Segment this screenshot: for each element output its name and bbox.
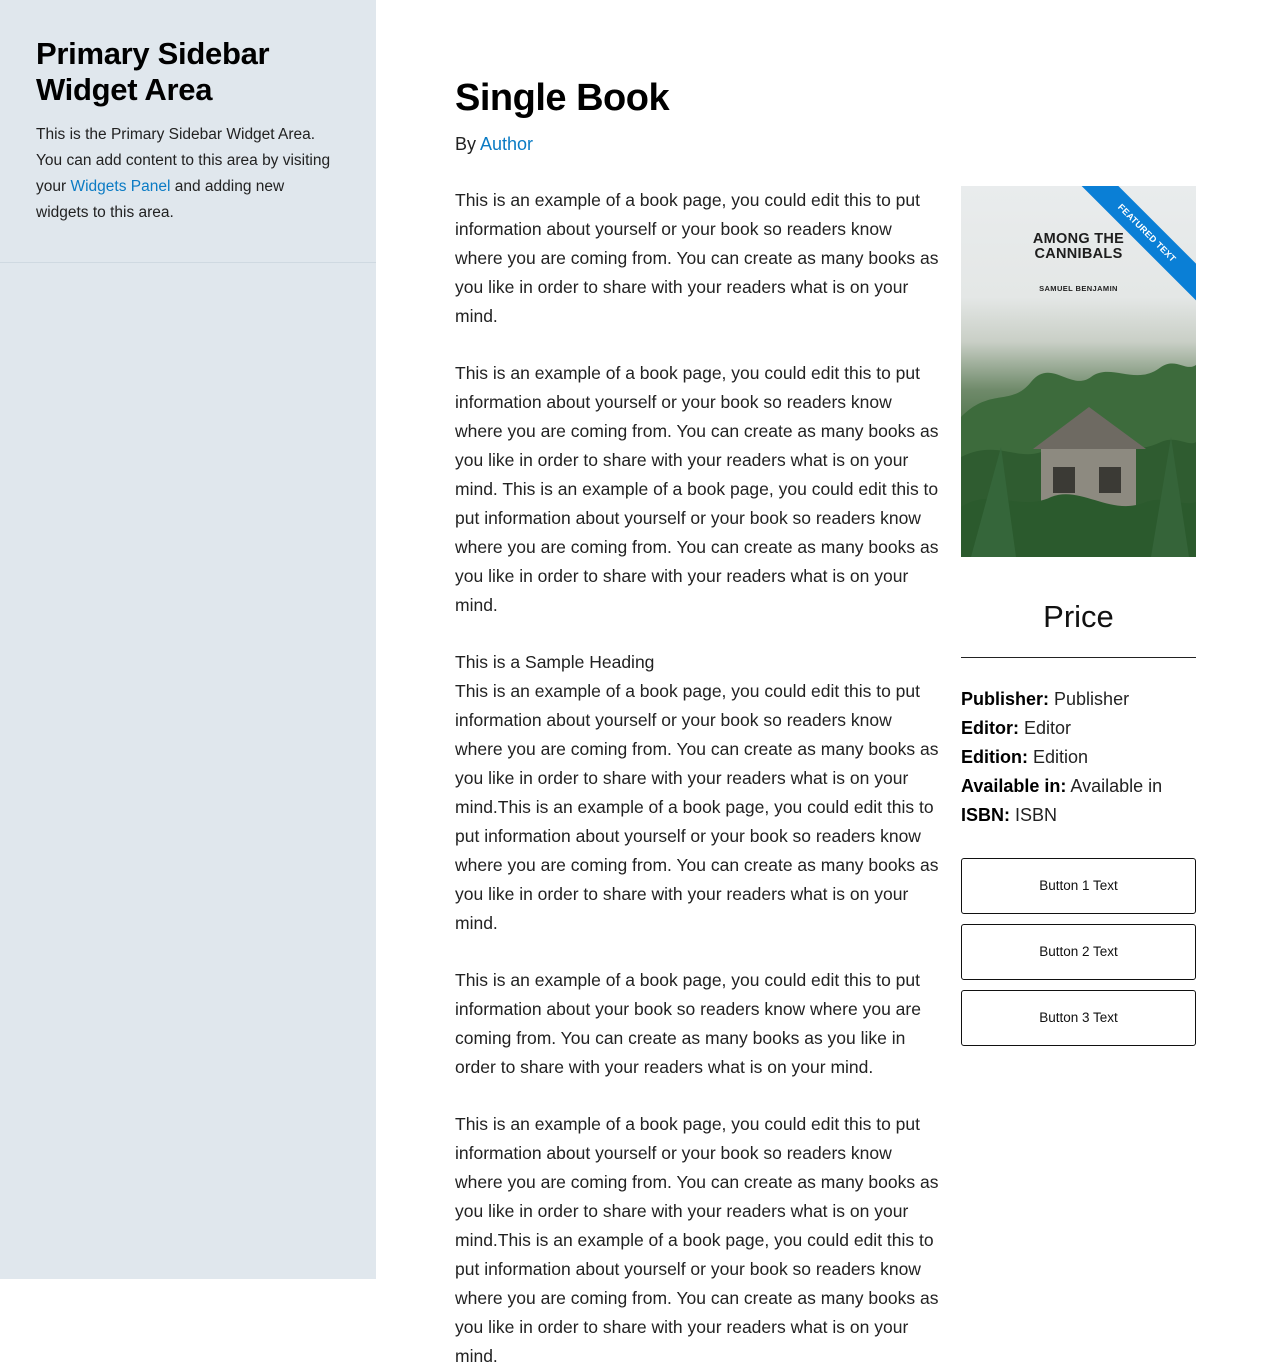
sample-heading: This is a Sample Heading	[455, 652, 655, 672]
button-3[interactable]: Button 3 Text	[961, 990, 1196, 1046]
edition-row	[961, 743, 1196, 772]
sidebar-widget-title: Primary Sidebar Widget Area	[36, 36, 270, 107]
buy-buttons	[961, 858, 1196, 1046]
isbn-row	[961, 801, 1196, 830]
button-1[interactable]: Button 1 Text	[961, 858, 1196, 914]
paragraph-4: This is an example of a book page, you could edit this to put information about your book so readers know where you are coming from. You can create as many books as you like in order to share with your readers what is on your mind.	[455, 970, 921, 1077]
sidebar-widget-text	[36, 122, 340, 226]
publisher-value: Publisher	[1054, 689, 1130, 709]
sidebar-text-start: This is the Primary Sidebar Widget Area. You can add content to this area by visiting your	[36, 126, 331, 195]
cover-title-line-2: CANNIBALS	[1034, 246, 1123, 262]
book-cover[interactable]	[961, 186, 1196, 557]
editor-label: Editor:	[961, 718, 1019, 738]
byline-prefix: By	[455, 134, 481, 154]
available-value: Available in	[1070, 776, 1163, 796]
paragraph-2: This is an example of a book page, you could edit this to put information about yourself or your book so readers know where you are coming from. You can create as many books as you like in order to share with your readers what is on your mind. This is an example of a book page, you could edit this to put information about yourself or your book so readers know where you are coming from. You can create as many books as you like in order to share with your readers what is on your mind.	[455, 363, 939, 615]
isbn-value: ISBN	[1015, 805, 1058, 825]
featured-ribbon: FEATURED TEXT	[1071, 186, 1196, 309]
paragraph-3: This is an example of a book page, you could edit this to put information about yourself or your book so readers know where you are coming from. You can create as many books as you like in order to share with your readers what is on your mind.This is an example of a book page, you could edit this to put information about yourself or your book so readers know where you are coming from. You can create as many books as you like in order to share with your readers what is on your mind.	[455, 681, 939, 933]
cover-author: SAMUEL BENJAMIN	[1039, 284, 1118, 293]
cover-title-line-1: AMONG THE	[1032, 231, 1125, 247]
available-label: Available in:	[961, 776, 1067, 796]
isbn-label: ISBN:	[961, 805, 1010, 825]
widgets-panel-link[interactable]: Widgets Panel	[70, 178, 171, 195]
sidebar-text-end: and adding new widgets to this area.	[36, 178, 285, 221]
available-row	[961, 772, 1196, 801]
editor-value: Editor	[1024, 718, 1072, 738]
publisher-label: Publisher:	[961, 689, 1050, 709]
book-description	[455, 186, 942, 1371]
book-price: Price	[961, 597, 1196, 658]
byline	[455, 131, 533, 157]
paragraph-1: This is an example of a book page, you could edit this to put information about yourself or your book so readers know where you are coming from. You can create as many books as you like in order to share with your readers what is on your mind.	[455, 190, 939, 326]
button-2[interactable]: Button 2 Text	[961, 924, 1196, 980]
edition-value: Edition	[1033, 747, 1089, 767]
book-meta	[961, 685, 1196, 830]
publisher-row	[961, 685, 1196, 714]
edition-label: Edition:	[961, 747, 1028, 767]
primary-sidebar	[0, 0, 376, 1279]
editor-row	[961, 714, 1196, 743]
author-link[interactable]: Author	[480, 134, 534, 154]
page-title: Single Book	[455, 77, 670, 119]
sidebar-widget	[0, 0, 376, 263]
jungle-house-illustration	[961, 297, 1196, 557]
paragraph-5: This is an example of a book page, you could edit this to put information about yourself or your book so readers know where you are coming from. You can create as many books as you like in order to share with your readers what is on your mind.This is an example of a book page, you could edit this to put information about yourself or your book so readers know where you are coming from. You can create as many books as you like in order to share with your readers what is on your mind.	[455, 1114, 939, 1366]
book-details	[961, 186, 1196, 1056]
